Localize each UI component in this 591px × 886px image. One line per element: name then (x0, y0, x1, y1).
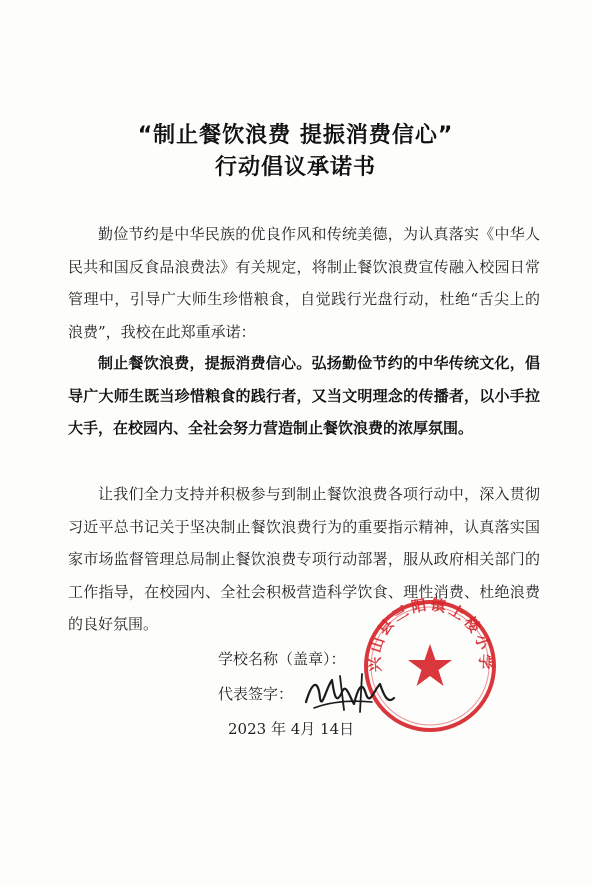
school-name-label: 学校名称（盖章）： (218, 650, 346, 668)
title-line-2: 行动倡议承诺书 (214, 155, 376, 180)
representative-signature-label: 代表签字： (218, 685, 294, 703)
paragraph-commitment: 制止餐饮浪费，提振消费信心。弘扬勤俭节约的中华传统文化，倡导广大师生既当珍惜粮食的践行者，又当文明理念的传播者，以小手拉大手，在校园内、全社会努力营造制止餐饮浪费的浓厚氛围。 (68, 354, 540, 437)
handwritten-signature (300, 668, 400, 716)
paragraph-intro: 勤俭节约是中华民族的优良作风和传统美德，为认真落实《中华人民共和国反食品浪费法》有关规定，将制止餐饮浪费宣传融入校园日常管理中，引导广大师生珍惜粮食，自觉践行光盘行动，杜绝“舌尖上的浪费”，我校在此郑重承诺： (68, 225, 540, 341)
paragraph-call-to-action: 让我们全力支持并积极参与到制止餐饮浪费各项行动中，深入贯彻习近平总书记关于坚决制止餐饮浪费行为的重要指示精神，认真落实国家市场监督管理总局制止餐饮浪费专项行动部署，服从政府相关部门的工作指导，在校园内、全社会积极营造科学饮食、理性消费、杜绝浪费的良好氛围。 (68, 485, 540, 633)
document-date: 2023 年 4月 14日 (228, 720, 355, 738)
seal-star-icon (408, 644, 452, 686)
title-line-1: “制止餐饮浪费 提振消费信心” (137, 123, 454, 148)
seal-text: 兴山县三阳镇上楼小学 (365, 596, 495, 673)
